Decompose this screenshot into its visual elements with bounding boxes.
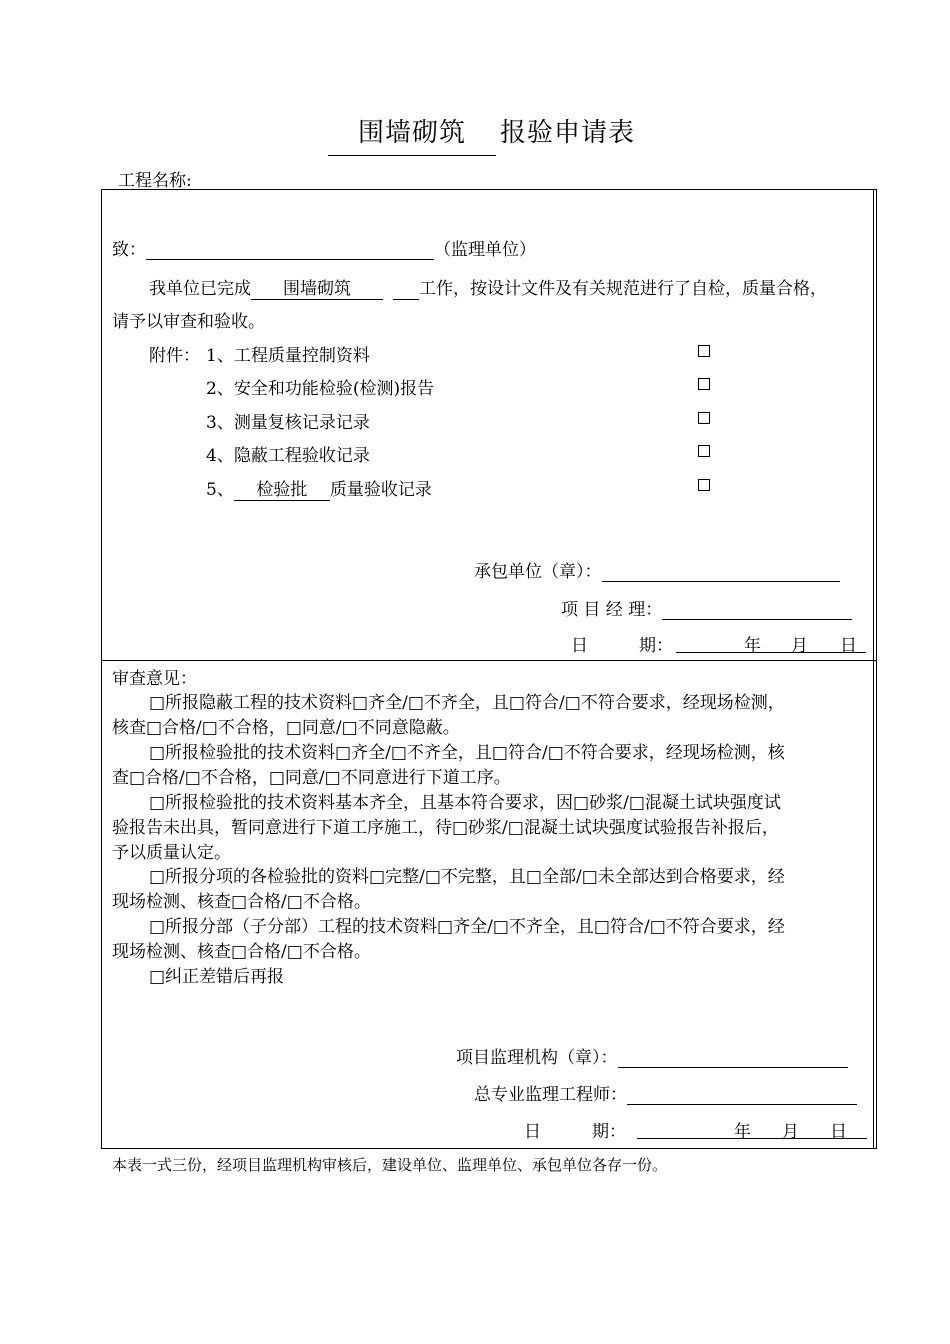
contractor-line — [474, 557, 840, 582]
supervision-unit-field[interactable] — [146, 241, 434, 260]
body-prefix: 我单位已完成 — [149, 279, 251, 299]
title-text: 报验申请表 — [500, 118, 636, 148]
document-title — [328, 112, 635, 156]
review-option-4-line1: □所报分项的各检验批的资料□完整/□不完整，且□全部/□未全部达到合格要求，经 — [149, 867, 785, 887]
review-option-5-line2: 现场检测、核查□合格/□不合格。 — [112, 942, 371, 962]
attachment-checkbox-4[interactable] — [698, 445, 710, 457]
body-suffix: 工作，按设计文件及有关规范进行了自检，质量合格， — [419, 279, 827, 299]
review-date-year: 年 — [734, 1122, 751, 1142]
request-date-label: 日 期： — [571, 636, 673, 656]
pm-line — [561, 595, 852, 620]
review-option-2-line1: □所报检验批的技术资料□齐全/□不齐全，且□符合/□不符合要求，经现场检测，核 — [149, 743, 785, 763]
attachment-item-1: 1、工程质量控制资料 — [206, 346, 370, 366]
review-option-3-line2: 验报告未出具，暂同意进行下道工序施工，待□砂浆/□混凝土试块强度试验报告补报后， — [112, 818, 779, 838]
review-option-5-line1: □所报分部（子分部）工程的技术资料□齐全/□不齐全，且□符合/□不符合要求，经 — [149, 917, 785, 937]
review-option-2-line2: 查□合格/□不合格，□同意/□不同意进行下道工序。 — [112, 768, 511, 788]
attachment-checkbox-3[interactable] — [698, 412, 710, 424]
attachment-item-3: 3、测量复核记录记录 — [206, 413, 370, 433]
project-name-label: 工程名称: — [118, 171, 192, 191]
attachment-checkbox-1[interactable] — [698, 345, 710, 357]
review-heading: 审查意见： — [112, 669, 197, 689]
agency-line — [456, 1043, 848, 1068]
attachment-checkbox-2[interactable] — [698, 378, 710, 390]
request-date-field[interactable] — [676, 634, 866, 653]
review-option-1-line2: 核查□合格/□不合格，□同意/□不同意隐蔽。 — [112, 718, 460, 738]
attachments-label: 附件： — [149, 346, 200, 366]
to-label: 致： — [112, 240, 146, 260]
request-date-year: 年 — [744, 636, 761, 656]
agency-label: 项目监理机构（章）： — [456, 1048, 618, 1068]
to-line — [112, 235, 536, 260]
work-name-trailing-line — [393, 281, 419, 300]
request-body-line1 — [149, 274, 827, 300]
agency-field[interactable] — [618, 1049, 848, 1068]
attachment-item-5 — [206, 475, 432, 501]
review-date-label: 日 期： — [524, 1122, 626, 1142]
pm-field[interactable] — [662, 601, 852, 620]
engineer-line — [474, 1080, 857, 1105]
to-suffix: （监理单位） — [434, 240, 536, 260]
review-option-1-line1: □所报隐蔽工程的技术资料□齐全/□不齐全，且□符合/□不符合要求，经现场检测， — [149, 693, 785, 713]
request-date-day: 日 — [840, 636, 857, 656]
title-subject: 围墙砌筑 — [328, 112, 496, 156]
request-date-month: 月 — [791, 636, 808, 656]
review-date-day: 日 — [830, 1122, 847, 1142]
section-divider — [101, 660, 877, 661]
review-date-month: 月 — [782, 1122, 799, 1142]
pm-label: 项 目 经 理： — [561, 600, 663, 620]
form-frame — [101, 189, 877, 1149]
footer-note: 本表一式三份，经项目监理机构审核后，建设单位、监理单位、承包单位各存一份。 — [112, 1156, 668, 1174]
attachment-item-2: 2、安全和功能检验(检测)报告 — [206, 379, 435, 399]
engineer-field[interactable] — [627, 1086, 857, 1105]
attachment5-prefix: 5、 — [206, 480, 234, 500]
work-name-field[interactable]: 围墙砌筑 — [251, 274, 383, 300]
frame-double-line — [873, 189, 874, 1149]
review-option-3-line3: 予以质量认定。 — [112, 843, 231, 863]
attachment-checkbox-5[interactable] — [698, 479, 710, 491]
attachment5-suffix: 质量验收记录 — [329, 480, 432, 500]
review-option-3-line1: □所报检验批的技术资料基本齐全，且基本符合要求，因□砂浆/□混凝土试块强度试 — [149, 793, 781, 813]
engineer-label: 总专业监理工程师： — [474, 1085, 627, 1105]
review-option-4-line2: 现场检测、核查□合格/□不合格。 — [112, 892, 371, 912]
contractor-label: 承包单位（章）： — [474, 562, 602, 582]
request-body-line2: 请予以审查和验收。 — [112, 312, 265, 332]
attachment5-item-field[interactable]: 检验批 — [234, 475, 330, 501]
review-option-6: □纠正差错后再报 — [149, 967, 285, 987]
attachment-item-4: 4、隐蔽工程验收记录 — [206, 446, 370, 466]
contractor-field[interactable] — [602, 563, 840, 582]
